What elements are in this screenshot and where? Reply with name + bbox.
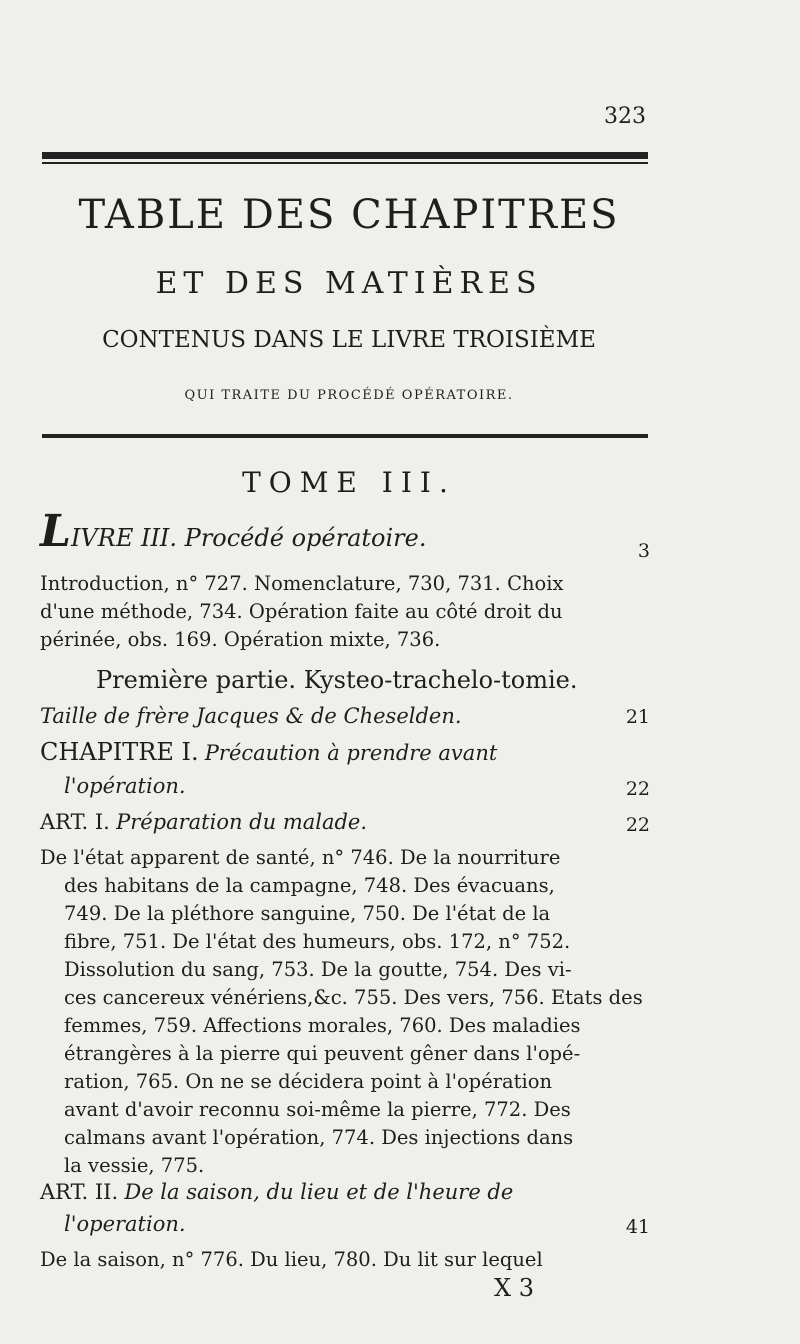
taille-page: 21 [625,706,650,728]
taille-entry: Taille de frère Jacques & de Cheselden. [40,704,462,728]
art1-entry [40,810,367,834]
table-subtitle-3: QUI TRAITE DU PROCÉDÉ OPÉRATOIRE. [184,388,514,403]
top-rule [42,152,648,159]
art2-page: 41 [625,1216,650,1238]
art1-text-line: des habitans de la campagne, 748. Des évacuans, [64,874,555,897]
art2-entry [40,1180,513,1204]
table-title: TABLE DES CHAPITRES [78,192,620,238]
art1-text-line: ces cancereux vénériens,&c. 755. Des vers, 756. Etats des [64,986,643,1009]
livre-title: IVRE III. Procédé opératoire. [70,524,427,552]
intro-line-3: périnée, obs. 169. Opération mixte, 736. [40,628,441,651]
art1-text-line: femmes, 759. Affections morales, 760. Des maladies [64,1014,581,1037]
art1-text-line: calmans avant l'opération, 774. Des injections dans [64,1126,574,1149]
livre-entry [40,506,426,557]
art1-label: ART. I. [40,810,110,834]
art1-text-line: Dissolution du sang, 753. De la goutte, 754. Des vi- [64,958,572,981]
middle-rule [42,434,648,438]
chapter-title-cont: l'opération. [64,774,186,798]
intro-line-1: Introduction, n° 727. Nomenclature, 730, 731. Choix [40,572,564,595]
page-number: 323 [604,104,646,129]
art2-label: ART. II. [40,1180,119,1204]
partie-heading: Première partie. Kysteo-trachelo-tomie. [96,666,578,694]
art2-title-cont: l'operation. [64,1212,186,1236]
tome-heading: TOME III. [242,466,456,499]
art1-text-line: étrangères à la pierre qui peuvent gêner dans l'opé- [64,1042,581,1065]
signature-mark: X 3 [494,1274,534,1302]
livre-page: 3 [637,540,650,562]
art1-text-line: avant d'avoir reconnu soi-même la pierre, 772. Des [64,1098,571,1121]
art1-text-line: fibre, 751. De l'état des humeurs, obs. 172, n° 752. [64,930,571,953]
table-subtitle: ET DES MATIÈRES [155,266,543,301]
art1-text-line: ration, 765. On ne se décidera point à l'opération [64,1070,553,1093]
chapter-label: CHAPITRE I. [40,738,199,766]
chapter-page: 22 [625,778,650,800]
top-rule-thin [42,162,648,164]
art1-text-line: De l'état apparent de santé, n° 746. De la nourriture [40,846,561,869]
art1-text-line: la vessie, 775. [64,1154,205,1177]
livre-initial: L [40,506,71,557]
art2-text-line: De la saison, n° 776. Du lieu, 780. Du lit sur lequel [40,1248,543,1271]
art2-title: De la saison, du lieu et de l'heure de [124,1180,514,1204]
table-subtitle-2: CONTENUS DANS LE LIVRE TROISIÈME [102,327,596,353]
art1-title: Préparation du malade. [116,810,368,834]
intro-line-2: d'une méthode, 734. Opération faite au côté droit du [40,600,563,623]
chapter-title: Précaution à prendre avant [204,741,498,765]
art1-page: 22 [625,814,650,836]
art1-text-line: 749. De la pléthore sanguine, 750. De l'état de la [64,902,551,925]
chapter-entry [40,738,497,766]
